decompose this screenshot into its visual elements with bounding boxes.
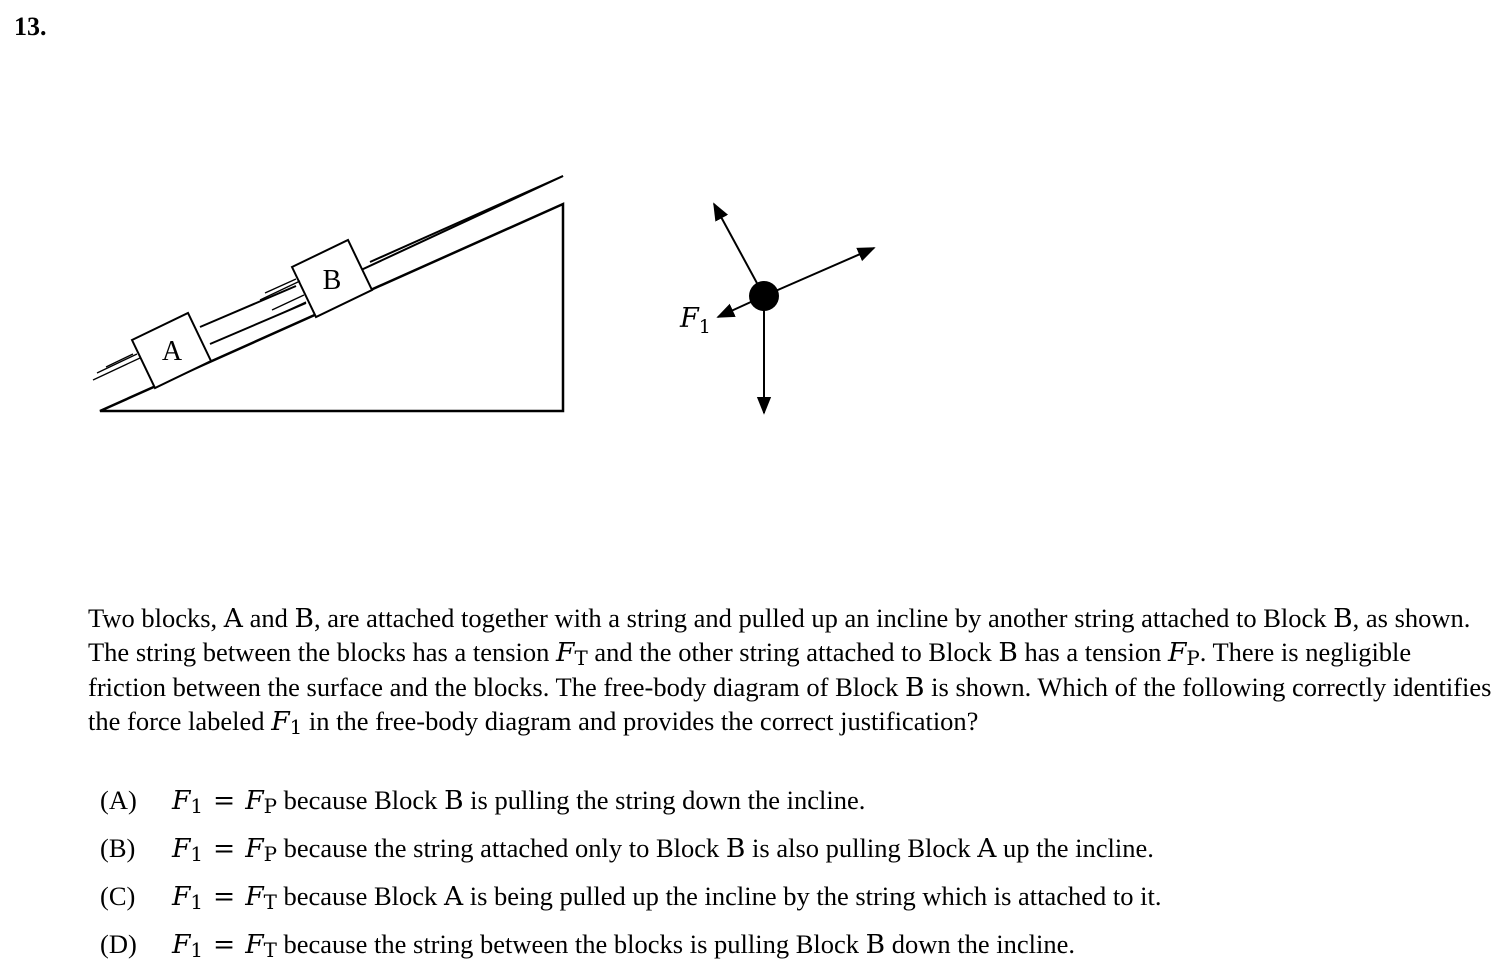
choice-a[interactable]: (A) F 1 = F P because Block B is pulling the string down the incline.: [100, 785, 866, 819]
choice-c[interactable]: (C) F 1 = F T because Block A is being pulled up the incline by the string which is attached to it.: [100, 881, 1162, 915]
question-number: 13.: [14, 12, 47, 41]
pull-string: [370, 176, 563, 262]
choice-d[interactable]: (D) F 1 = F T because the string between the blocks is pulling Block B down the incline.: [100, 929, 1076, 963]
free-body-diagram: [679, 204, 874, 413]
block-b-dot: [749, 281, 779, 311]
choice-label: (D): [100, 929, 137, 959]
question-text: Two blocks, A and B, are attached together with a string and pulled up an incline by another string attached to Block B, as shown. The string between the blocks has a tension FT and the other string attached to Block B has a tension FP. There is negligible friction between the surface and the blocks. The free-body diagram of Block B is shown. Which of the following correctly identifies the force labeled F1 in the free-body diagram and provides the correct justification?: [88, 603, 1492, 739]
pull-force-arrow: [764, 248, 874, 296]
choice-b[interactable]: (B) F 1 = F P because the string attached only to Block B is also pulling Block A up the incline.: [100, 833, 1154, 867]
answer-choices: [100, 785, 1162, 977]
choice-label: (C): [100, 881, 136, 911]
block-b-label: B: [322, 265, 342, 296]
connecting-string: [200, 286, 306, 344]
choice-label: (B): [100, 833, 136, 863]
normal-force-arrow: [714, 204, 764, 296]
question-stem: [88, 602, 1493, 740]
f1-label: $F_1$: [680, 303, 711, 338]
choice-label: (A): [100, 785, 137, 815]
block-a: [132, 313, 211, 388]
block-b: [292, 240, 372, 317]
block-a-label: A: [161, 336, 183, 367]
